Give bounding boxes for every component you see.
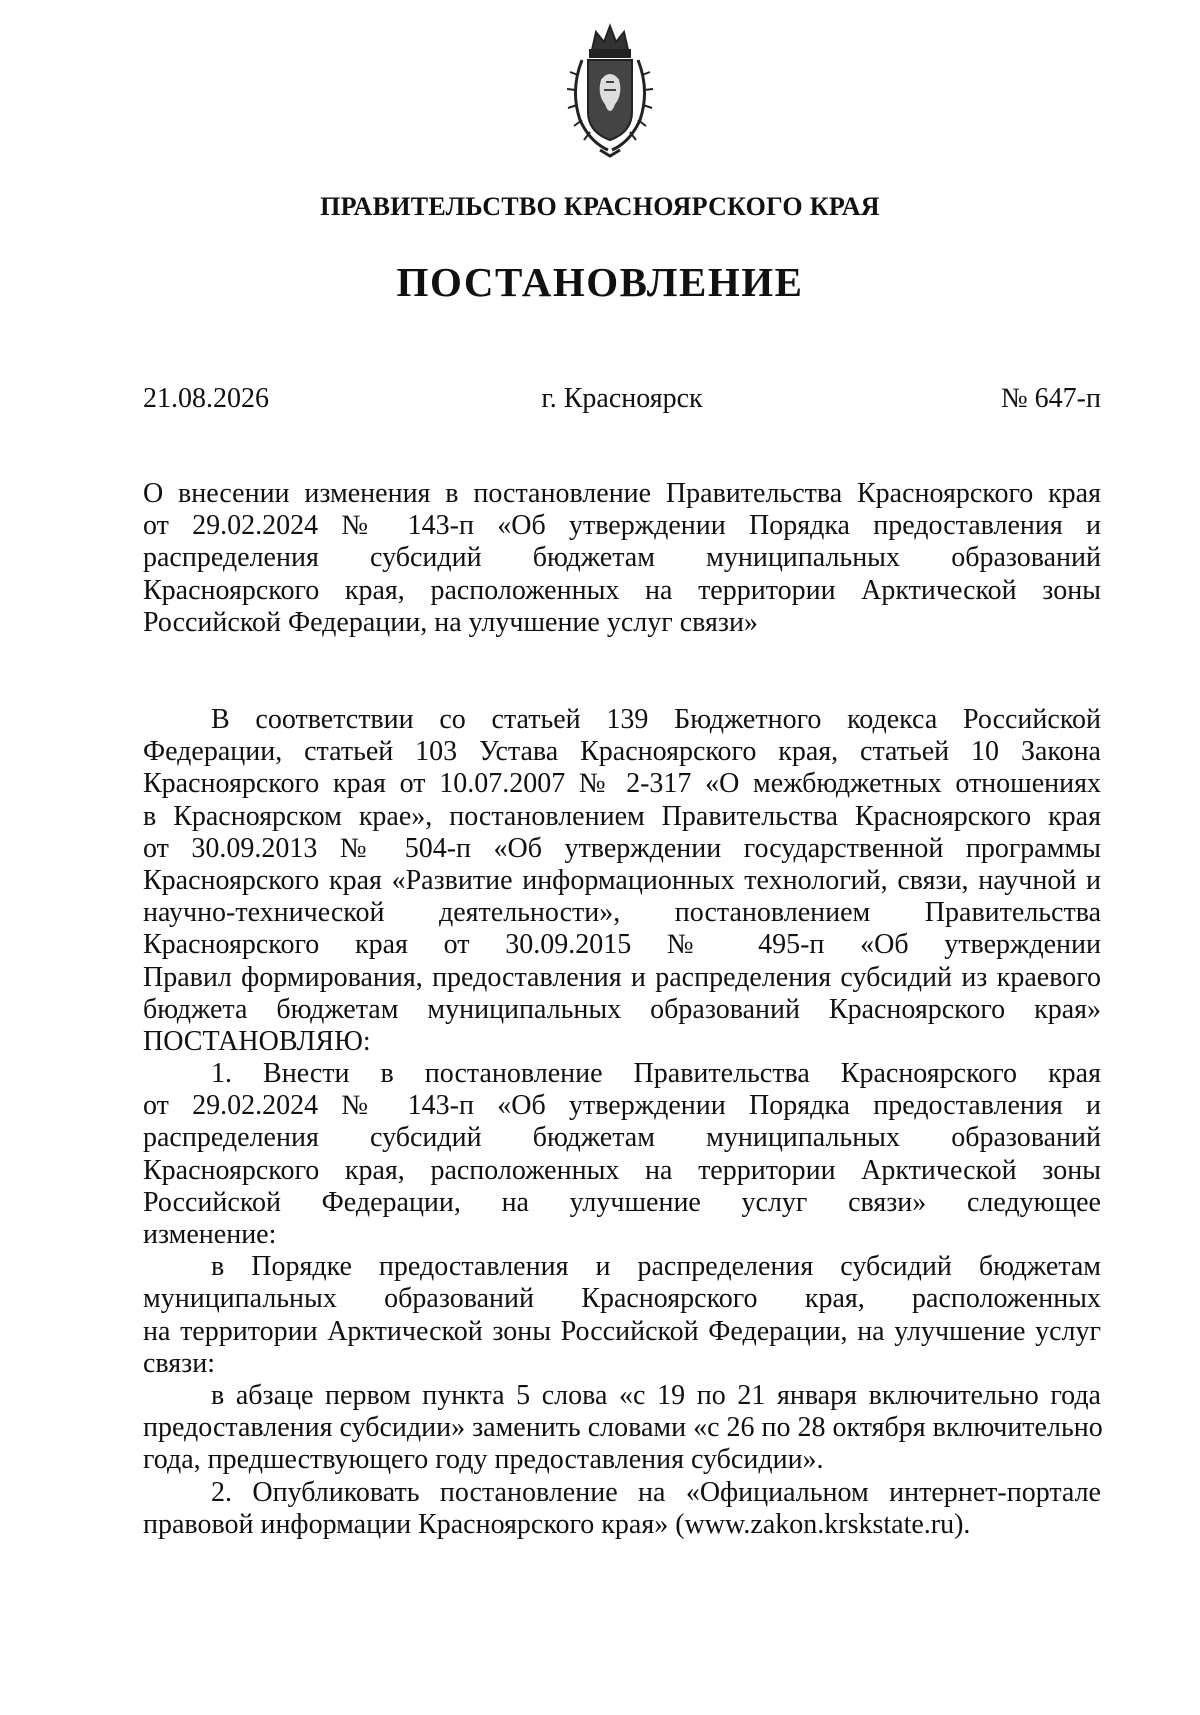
body-line: 1. Внести в постановление Правительства Красноярского края [211, 1058, 1101, 1090]
body-line: в Красноярском крае», постановлением Правительства Красноярского края [143, 800, 1101, 832]
document-number: № 647-п [1000, 383, 1101, 414]
body-line: ПОСТАНОВЛЯЮ: [143, 1025, 371, 1057]
body-line: бюджета бюджетам муниципальных образований Красноярского края» [143, 993, 1101, 1025]
body-line: Красноярского края от 30.09.2015 № 495-п «Об утверждении [143, 929, 1101, 961]
body-line: года, предшествующего году предоставления субсидии». [143, 1444, 824, 1476]
body-line: В соответствии со статьей 139 Бюджетного кодекса Российской [211, 704, 1101, 735]
organization-title: ПРАВИТЕЛЬСТВО КРАСНОЯРСКОГО КРАЯ [320, 192, 880, 221]
body-line: Красноярского края, расположенных на территории Арктической зоны [143, 1154, 1101, 1186]
body-line: в абзаце первом пункта 5 слова «с 19 по 21 января включительно года [211, 1379, 1101, 1411]
body-line: предоставления субсидии» заменить словами «с 26 по 28 октября включительно [143, 1412, 1103, 1444]
body-line: правовой информации Красноярского края» (www.zakon.krskstate.ru). [143, 1508, 971, 1540]
body-line: изменение: [143, 1219, 277, 1250]
document-meta-row [143, 383, 1101, 419]
document-date: 21.08.2026 [143, 383, 269, 414]
body-line: Правил формирования, предоставления и распределения субсидий из краевого [143, 961, 1101, 993]
subject-line: Российской Федерации, на улучшение услуг связи» [143, 606, 758, 638]
body-line: Федерации, статьей 103 Устава Красноярского края, статьей 10 Закона [143, 736, 1101, 768]
subject-line: распределения субсидий бюджетам муниципальных образований [143, 542, 1101, 574]
document-type-title: ПОСТАНОВЛЕНИЕ [396, 259, 804, 305]
body-line: связи: [143, 1347, 215, 1379]
body-line: в Порядке предоставления и распределения субсидий бюджетам [211, 1251, 1101, 1283]
body-line: от 29.02.2024 № 143-п «Об утверждении Порядка предоставления и [143, 1090, 1101, 1122]
body-line: распределения субсидий бюджетам муниципальных образований [143, 1122, 1101, 1154]
body-line: на территории Арктической зоны Российской Федерации, на улучшение услуг [143, 1315, 1101, 1347]
coat-of-arms-icon [560, 20, 660, 162]
body-line: муниципальных образований Красноярского края, расположенных [143, 1283, 1101, 1315]
subject-block [143, 478, 1101, 639]
body-line: Красноярского края «Развитие информационных технологий, связи, научной и [143, 864, 1101, 896]
body-line: Красноярского края от 10.07.2007 № 2-317 «О межбюджетных отношениях [143, 768, 1101, 800]
body-line: от 30.09.2013 № 504-п «Об утверждении государственной программы [143, 832, 1101, 864]
body-line: 2. Опубликовать постановление на «Официальном интернет-портале [211, 1476, 1101, 1508]
body-text [143, 704, 1101, 1541]
document-city: г. Красноярск [541, 383, 703, 414]
subject-line: от 29.02.2024 № 143-п «Об утверждении Порядка предоставления и [143, 510, 1101, 542]
subject-line: Красноярского края, расположенных на территории Арктической зоны [143, 574, 1101, 606]
body-line: научно-технической деятельности», постановлением Правительства [143, 897, 1101, 929]
body-line: Российской Федерации, на улучшение услуг связи» следующее [143, 1186, 1101, 1218]
subject-line: О внесении изменения в постановление Правительства Красноярского края [143, 478, 1101, 509]
